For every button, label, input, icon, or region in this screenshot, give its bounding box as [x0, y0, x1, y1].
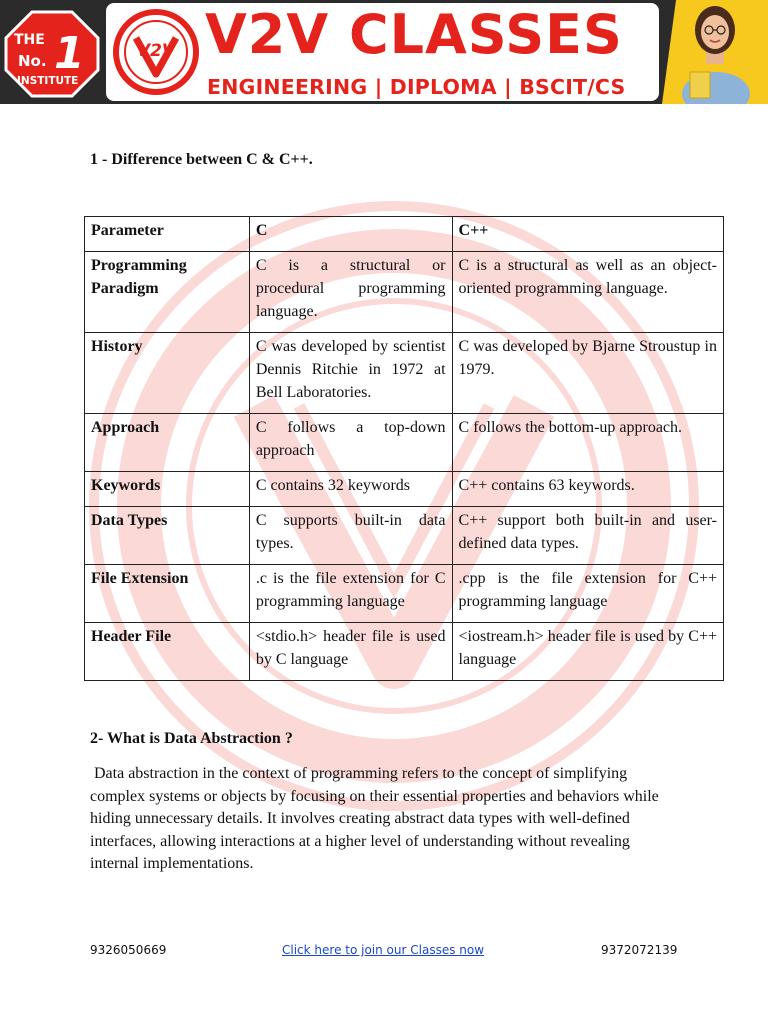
c-cell: C follows a top-down approach — [249, 414, 452, 472]
badge-no-text: No. — [18, 52, 47, 70]
cpp-cell: C was developed by Bjarne Stroustup in 1979. — [452, 333, 723, 414]
cpp-cell: C is a structural as well as an object-oriented programming language. — [452, 252, 723, 333]
cpp-cell: C++ contains 63 keywords. — [452, 472, 723, 507]
table-header-row — [85, 217, 724, 252]
table-row — [85, 623, 724, 681]
section2-heading: 2- What is Data Abstraction ? — [90, 730, 293, 747]
cpp-cell: .cpp is the file extension for C++ programming language — [452, 565, 723, 623]
badge-institute-text: INSTITUTE — [17, 75, 79, 87]
brand-subtitle: ENGINEERING | DIPLOMA | BSCIT/CS — [207, 75, 626, 99]
header-cell: Parameter — [85, 217, 250, 252]
cpp-cell: C follows the bottom-up approach. — [452, 414, 723, 472]
table-row — [85, 333, 724, 414]
parameter-cell: Approach — [85, 414, 250, 472]
c-cell: C is a structural or procedural programming language. — [249, 252, 452, 333]
comparison-table — [84, 216, 724, 681]
cpp-cell: C++ support both built-in and user-defined data types. — [452, 507, 723, 565]
parameter-cell: Keywords — [85, 472, 250, 507]
abstraction-paragraph: Data abstraction in the context of programming refers to the concept of simplifying complex systems or objects by focusing on their essential properties and behaviors while hiding unnecessary details. It involves creating abstract data types with well-defined interfaces, allowing interactions at a higher level of understanding without revealing internal implementations. — [90, 765, 663, 872]
header-cell: C — [249, 217, 452, 252]
table-row — [85, 414, 724, 472]
table-row — [85, 472, 724, 507]
section1-heading: 1 - Difference between C & C++. — [90, 151, 313, 168]
parameter-cell: Header File — [85, 623, 250, 681]
c-cell: C was developed by scientist Dennis Ritchie in 1972 at Bell Laboratories. — [249, 333, 452, 414]
badge-one-text: 1 — [54, 28, 85, 79]
table-row — [85, 565, 724, 623]
brand-title: V2V CLASSES — [205, 3, 623, 66]
footer-phone-right: 9372072139 — [601, 943, 678, 957]
join-classes-link[interactable]: Click here to join our Classes now — [282, 943, 485, 957]
table-row — [85, 507, 724, 565]
header-cell: C++ — [452, 217, 723, 252]
no1-institute-badge — [4, 10, 100, 98]
mascot-image — [662, 0, 768, 104]
v2v-logo-icon — [112, 8, 200, 96]
cpp-cell: <iostream.h> header file is used by C++ language — [452, 623, 723, 681]
parameter-cell: File Extension — [85, 565, 250, 623]
footer-phone-left: 9326050669 — [90, 943, 167, 957]
c-cell: .c is the file extension for C programming language — [249, 565, 452, 623]
c-cell: C contains 32 keywords — [249, 472, 452, 507]
parameter-cell: Programming Paradigm — [85, 252, 250, 333]
c-cell: <stdio.h> header file is used by C language — [249, 623, 452, 681]
parameter-cell: History — [85, 333, 250, 414]
table-row — [85, 252, 724, 333]
c-cell: C supports built-in data types. — [249, 507, 452, 565]
parameter-cell: Data Types — [85, 507, 250, 565]
header-banner — [0, 0, 768, 104]
logo-text: V2V — [136, 41, 176, 61]
badge-the-text: THE — [14, 32, 45, 48]
